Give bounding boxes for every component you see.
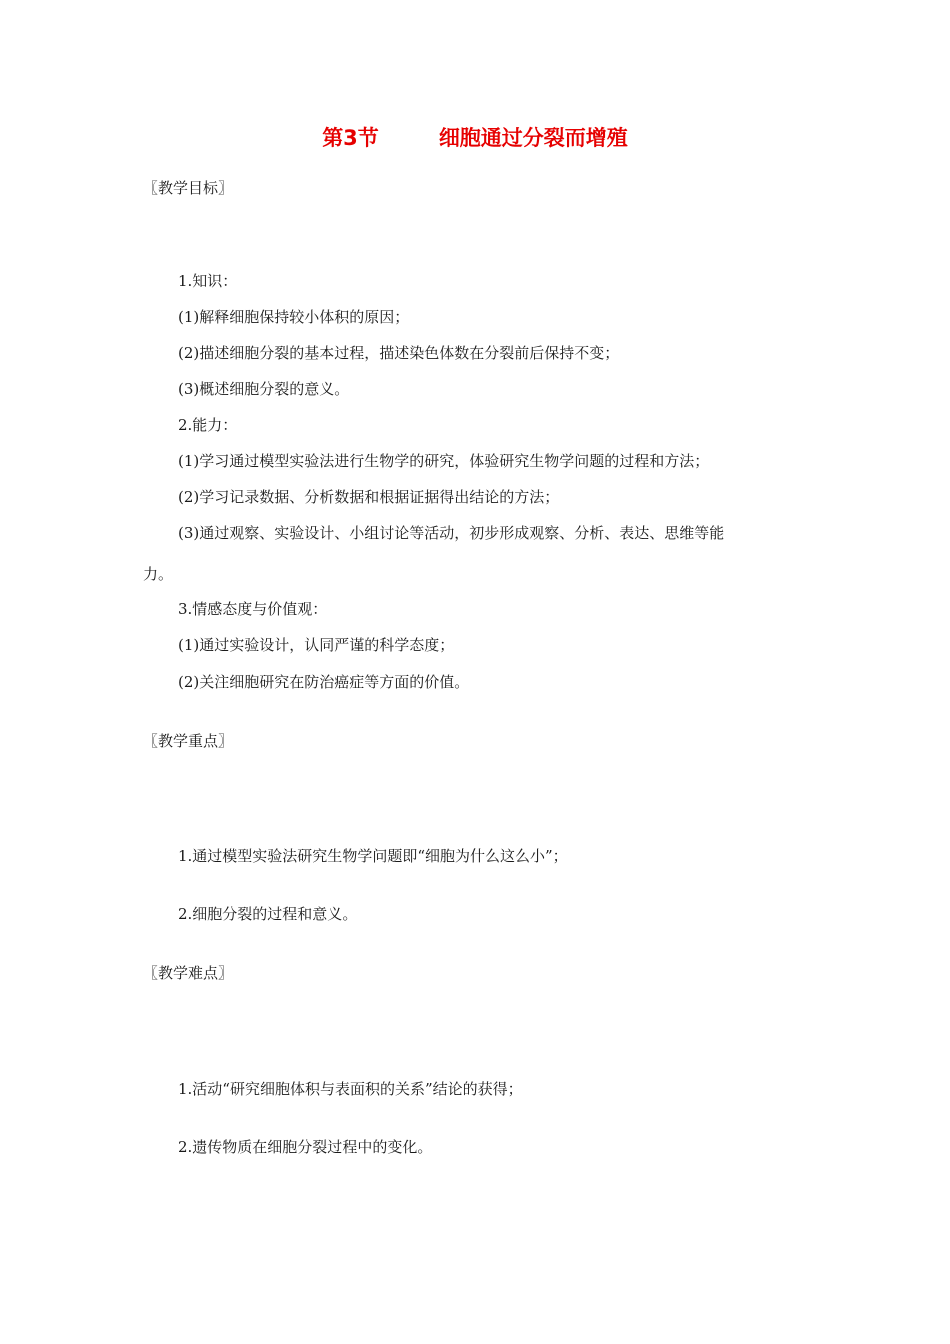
page-title xyxy=(0,122,950,152)
difficulty-2: 2.遗传物质在细胞分裂过程中的变化。 xyxy=(178,1138,433,1156)
attitude-item-1: (1)通过实验设计，认同严谨的科学态度； xyxy=(178,636,455,654)
objectives-heading: 〖教学目标〗 xyxy=(143,179,234,197)
attitude-item-2: (2)关注细胞研究在防治癌症等方面的价值。 xyxy=(178,673,470,691)
ability-item-1: (1)学习通过模型实验法进行生物学的研究，体验研究生物学问题的过程和方法； xyxy=(178,452,710,470)
key-point-2: 2.细胞分裂的过程和意义。 xyxy=(178,905,358,923)
difficulty-1: 1.活动“研究细胞体积与表面积的关系”结论的获得； xyxy=(178,1080,523,1098)
difficulties-heading: 〖教学难点〗 xyxy=(143,964,234,982)
knowledge-item-3: (3)概述细胞分裂的意义。 xyxy=(178,380,350,398)
section-number: 第3节 xyxy=(322,126,379,150)
key-points-heading: 〖教学重点〗 xyxy=(143,732,234,750)
attitude-label: 3.情感态度与价值观： xyxy=(178,600,328,618)
ability-item-2: (2)学习记录数据、分析数据和根据证据得出结论的方法； xyxy=(178,488,560,506)
ability-item-3-wrap: 力。 xyxy=(143,565,174,583)
knowledge-label: 1.知识： xyxy=(178,272,238,290)
ability-item-3: (3)通过观察、实验设计、小组讨论等活动，初步形成观察、分析、表达、思维等能 xyxy=(178,524,725,542)
section-name: 细胞通过分裂而增殖 xyxy=(438,126,628,150)
ability-label: 2.能力： xyxy=(178,416,238,434)
knowledge-item-1: (1)解释细胞保持较小体积的原因； xyxy=(178,308,410,326)
key-point-1: 1.通过模型实验法研究生物学问题即“细胞为什么这么小”； xyxy=(178,847,568,865)
knowledge-item-2: (2)描述细胞分裂的基本过程，描述染色体数在分裂前后保持不变； xyxy=(178,344,620,362)
